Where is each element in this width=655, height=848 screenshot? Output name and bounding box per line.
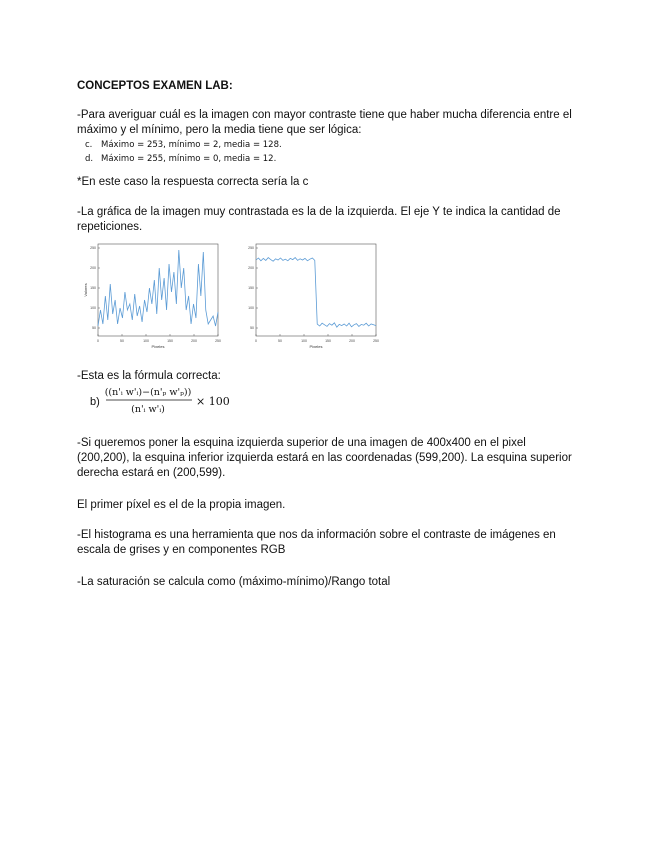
y-tick-label: 50 <box>92 326 96 331</box>
page-title: CONCEPTOS EXAMEN LAB: <box>77 80 233 92</box>
formula-label: b) <box>90 396 100 408</box>
x-tick-label: 100 <box>301 339 307 343</box>
paragraph-saturation: -La saturación se calcula como (máximo-mínimo)/Rango total <box>77 576 391 588</box>
formula-multiplier: × 100 <box>196 395 230 408</box>
y-tick-label: 150 <box>248 286 254 291</box>
option-c-key: c. <box>85 140 93 150</box>
y-tick-label: 150 <box>90 286 96 291</box>
x-tick-label: 50 <box>120 339 124 343</box>
x-tick-label: 0 <box>97 339 99 343</box>
x-axis-label: Pixeles <box>309 344 323 349</box>
y-axis-label: Valores <box>83 283 88 297</box>
y-tick-label: 200 <box>248 266 254 271</box>
y-tick-label: 50 <box>250 326 254 331</box>
paragraph-graphs: -La gráfica de la imagen muy contrastada es la de la izquierda. El eje Y te indica la cantidad de repeticiones. <box>77 206 561 233</box>
option-d-text: Máximo = 255, mínimo = 0, media = 12. <box>101 154 277 164</box>
x-tick-label: 50 <box>278 339 282 343</box>
x-tick-label: 200 <box>349 339 355 343</box>
x-axis-label: Pixeles <box>151 344 165 349</box>
paragraph-first-pixel: El primer píxel es el de la propia imagen. <box>77 499 286 511</box>
y-tick-label: 250 <box>90 246 96 251</box>
paragraph-corners: -Si queremos poner la esquina izquierda superior de una imagen de 400x400 en el pixel (200,200), la esquina inferior izquierda estará en las coordenadas (599,200). La esquina superior derecha estará en (200,599). <box>77 437 572 479</box>
y-tick-label: 250 <box>248 246 254 251</box>
histogram-high-contrast <box>82 240 222 352</box>
paragraph-histogram: -El histograma es una herramienta que nos da información sobre el contraste de imágenes en escala de grises y en componentes RGB <box>77 529 556 556</box>
x-tick-label: 0 <box>255 339 257 343</box>
x-tick-label: 250 <box>215 339 221 343</box>
formula-denominator: (n'ᵢ w'ᵢ) <box>131 404 165 415</box>
paragraph-answer: *En este caso la respuesta correcta sería la c <box>77 176 309 188</box>
option-c-text: Máximo = 253, mínimo = 2, media = 128. <box>101 140 282 150</box>
option-d <box>85 154 276 165</box>
x-tick-label: 100 <box>143 339 149 343</box>
x-tick-label: 200 <box>191 339 197 343</box>
x-tick-label: 150 <box>167 339 173 343</box>
option-d-key: d. <box>85 154 94 164</box>
paragraph-formula-intro: -Esta es la fórmula correcta: <box>77 370 221 382</box>
y-tick-label: 200 <box>90 266 96 271</box>
x-tick-label: 250 <box>373 339 379 343</box>
option-c <box>85 140 282 151</box>
formula <box>90 381 290 421</box>
y-tick-label: 100 <box>248 306 254 311</box>
histogram-low-contrast <box>240 240 380 352</box>
formula-numerator: ((n'ᵢ w'ᵢ)−(n'ₚ w'ₚ)) <box>104 387 192 398</box>
paragraph-contrast-intro: -Para averiguar cuál es la imagen con mayor contraste tiene que haber mucha diferencia entre el máximo y el mínimo, pero la media tiene que ser lógica: <box>77 109 572 136</box>
x-tick-label: 150 <box>325 339 331 343</box>
y-tick-label: 100 <box>90 306 96 311</box>
